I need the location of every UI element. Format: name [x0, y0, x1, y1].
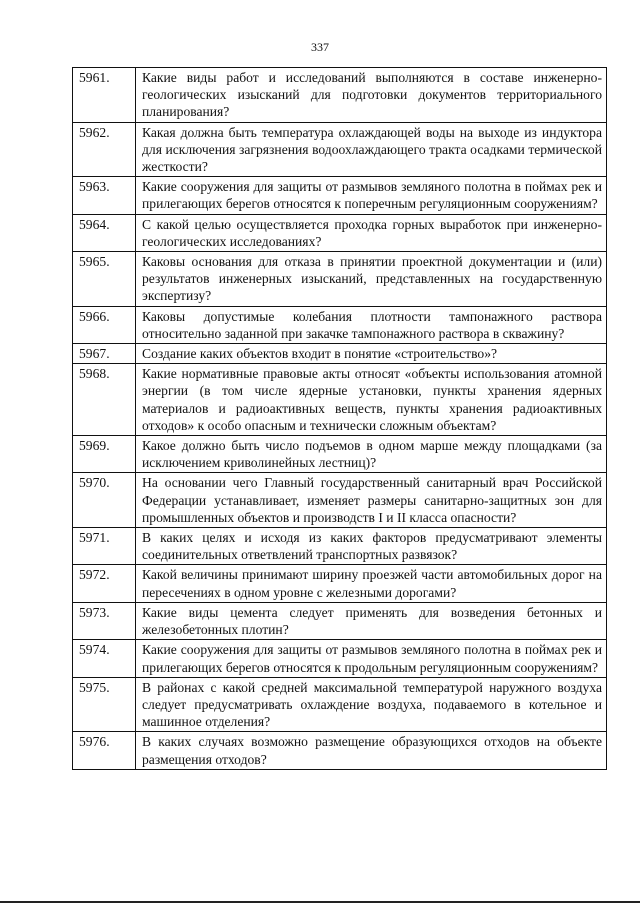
question-text: Каковы основания для отказа в принятии проектной документации и (или) результатов инженерных изысканий, представленных на государственную экспертизу? — [136, 252, 607, 307]
table-row — [73, 565, 607, 602]
question-number: 5970. — [73, 473, 136, 528]
question-number: 5976. — [73, 732, 136, 769]
question-text: Какие сооружения для защиты от размывов земляного полотна в поймах рек и прилегающих берегов относятся к поперечным регуляционным сооружениям? — [136, 177, 607, 214]
question-number: 5968. — [73, 364, 136, 436]
table-row — [73, 122, 607, 177]
question-number: 5967. — [73, 344, 136, 364]
question-number: 5975. — [73, 677, 136, 732]
question-text: Создание каких объектов входит в понятие «строительство»? — [136, 344, 607, 364]
question-text: На основании чего Главный государственный санитарный врач Российской Федерации устанавливает, изменяет размеры санитарно-защитных зон для промышленных объектов и производств I и II класса опасности? — [136, 473, 607, 528]
question-number: 5964. — [73, 214, 136, 251]
table-row — [73, 306, 607, 343]
question-text: В каких целях и исходя из каких факторов предусматривают элементы соединительных ответвлений транспортных развязок? — [136, 528, 607, 565]
table-row — [73, 214, 607, 251]
question-text: В районах с какой средней максимальной температурой наружного воздуха следует предусматривать охлаждение воздуха, подаваемого в котельное и машинное отделения? — [136, 677, 607, 732]
question-number: 5972. — [73, 565, 136, 602]
table-row — [73, 68, 607, 123]
questions-table — [72, 67, 607, 770]
table-row — [73, 344, 607, 364]
question-number: 5969. — [73, 436, 136, 473]
table-row — [73, 732, 607, 769]
table-row — [73, 602, 607, 639]
question-text: Какие нормативные правовые акты относят «объекты использования атомной энергии (в том числе ядерные установки, пункты хранения ядерных материалов и радиоактивных веществ, пункты хранения радиоактивных отходов» к особо опасным и технически сложным объектам? — [136, 364, 607, 436]
question-text: Какие виды работ и исследований выполняются в составе инженерно-геологических изысканий для подготовки документов территориального планирования? — [136, 68, 607, 123]
question-text: В каких случаях возможно размещение образующихся отходов на объекте размещения отходов? — [136, 732, 607, 769]
question-text: Какие сооружения для защиты от размывов земляного полотна в поймах рек и прилегающих берегов относятся к продольным регуляционным сооружениям? — [136, 640, 607, 677]
question-number: 5965. — [73, 252, 136, 307]
table-row — [73, 177, 607, 214]
scan-edge-line — [0, 901, 640, 903]
table-row — [73, 640, 607, 677]
table-row — [73, 677, 607, 732]
question-number: 5962. — [73, 122, 136, 177]
table-row — [73, 528, 607, 565]
question-number: 5974. — [73, 640, 136, 677]
question-text: Какие виды цемента следует применять для возведения бетонных и железобетонных плотин? — [136, 602, 607, 639]
question-number: 5973. — [73, 602, 136, 639]
question-text: Какой величины принимают ширину проезжей части автомобильных дорог на пересечениях в одном уровне с железными дорогами? — [136, 565, 607, 602]
question-number: 5963. — [73, 177, 136, 214]
table-row — [73, 436, 607, 473]
table-row — [73, 252, 607, 307]
question-number: 5966. — [73, 306, 136, 343]
question-number: 5971. — [73, 528, 136, 565]
question-text: Какая должна быть температура охлаждающей воды на выходе из индуктора для исключения загрязнения водоохлаждающего тракта осадками термической жесткости? — [136, 122, 607, 177]
question-number: 5961. — [73, 68, 136, 123]
table-row — [73, 473, 607, 528]
page-number: 337 — [311, 40, 329, 54]
question-text: Какое должно быть число подъемов в одном марше между площадками (за исключением криволинейных лестниц)? — [136, 436, 607, 473]
question-text: Каковы допустимые колебания плотности тампонажного раствора относительно заданной при закачке тампонажного раствора в скважину? — [136, 306, 607, 343]
table-row — [73, 364, 607, 436]
question-text: С какой целью осуществляется проходка горных выработок при инженерно-геологических исследованиях? — [136, 214, 607, 251]
